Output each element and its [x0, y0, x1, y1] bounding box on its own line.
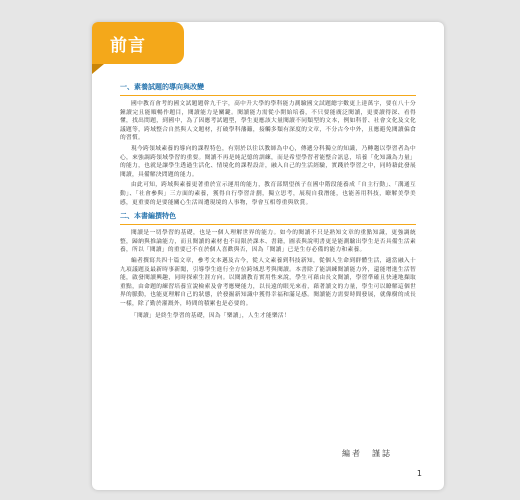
content [120, 78, 416, 323]
section-heading: 二、本書編撰特色 [120, 212, 176, 221]
section-2 [120, 211, 416, 321]
paragraph: 由此可知，跨域與素養更著重於宣示運用的能力，教育部期望孩子在國中階段能養成「自主行動」、「溝通互動」、「社會參與」三方面的素養，獲得自行學習計劃，獨立思考，展現自我潛能，也能善用科技，瞭解美學美感，更重要的是要能關心生活周遭現境的人事物，學會互相尊重與欣賞。 [120, 182, 416, 206]
section-divider [120, 95, 416, 96]
paragraph: 編者撰寫共四十篇文章，參考文本邁及古今，從人文素養到科技新知，從個人生命到群體生活，適當融入十九項議題及最新時事新聞，引導學生進行全方位跨域思考與閱讀。本書除了能訓練閱讀能力外，還能增進生活智能，啟發閱讀興趣，同時探索生涯方向。以閱讀教育實用性來說，學生可藉由長文閱讀，學習準確且快速地擷取重點，由命題的練習培養宣說檢索及會考應變能力，以長遠的眼光來看，藉著讀文的力量，學生可以瞭解這個世界的脈動，也能更理解自己的狀態，於發掘新知識中獲得幸福和滿足感。閱讀能力需要時間發展，就像樹的成長一樣，除了勤於灌溉外，時間的積累也是必要的。 [120, 257, 416, 307]
document-page [92, 22, 444, 490]
section-1 [120, 82, 416, 207]
section-heading: 一、素養試題的導向與改變 [120, 83, 204, 91]
title-tab-notch [92, 64, 104, 74]
section-divider [120, 224, 416, 225]
closing-paragraph: 「閱讀」是終生學習的基礎，因為「樂讀」，人生才能樂活！ [131, 313, 290, 320]
title-tab [92, 22, 184, 64]
signature: 編者 謹誌 [342, 449, 392, 458]
paragraph: 閱讀是一切學習的基礎，也是一個人理解世界的能力。如今的閱讀不只是熟知文章的重點知識，更強調統整，歸納與推論能力，而且閱讀的素材也不局限於課本、書籍，圖表與說明書更是能測驗出學生是否具備生活素養，所以「閱讀」的重要已不在於個人喜歡與否，因為「閱讀」已是生存必備的能力和素養。 [120, 230, 416, 254]
page-title: 前言 [110, 35, 146, 56]
paragraph: 國中教育會考的國文試題題幹九千字，高中升大學的學科能力測驗國文試題總字數更上達萬字，要在八十分鐘讀完且能順暢作題目，閱讀能力是關鍵。閱讀能力需從小開始培養，不只要能廣泛閱讀，更要讀得深、看得懂，找出問題，到國中，為了因應考試題型，學生更應該大量閱讀不同類型的文本，例如科普、社會文化及文化議題等，跨域整合自然與人文題材，打破學科藩籬，接觸多類有深度的文章，不分古今中外，且應避免閱讀偏食的習慣。 [120, 101, 416, 142]
page-number: 1 [416, 469, 422, 478]
paragraph: 現今跨領域素養的導向的課程特色，有別於以往以教師為中心，傳遞分科獨立的知識，乃轉趨以學習者為中心，來強調跨領域學習的重要。閱讀不再是純記憶的訓練，而是希望學習者能整合訊息，培養「化知識為力量」的能力，也就是讓學生透過生活化、情境化的課程設計，融入自己的生活經驗，實踐於學習之中，同時藉此發展閱讀，具備解決問題的能力。 [120, 145, 416, 178]
